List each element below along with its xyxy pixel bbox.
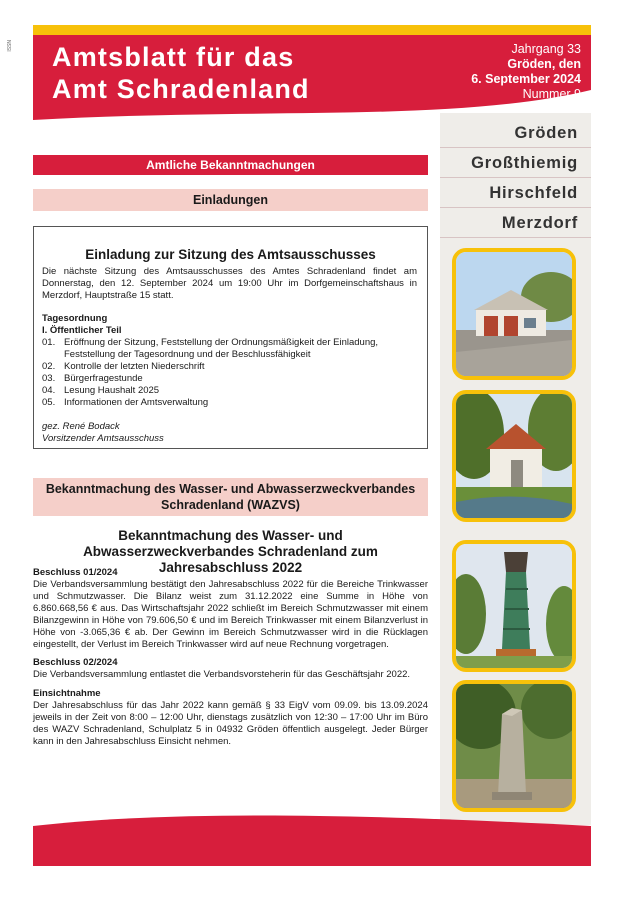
- beschluss-01: [33, 567, 428, 651]
- agenda-number: 01.: [42, 337, 56, 348]
- photo-fire-station: [452, 248, 576, 380]
- agenda-list: [42, 337, 417, 409]
- agenda-number: 03.: [42, 373, 56, 384]
- beschluss-01-heading: Beschluss 01/2024: [33, 567, 118, 578]
- invitation-box: [33, 226, 428, 449]
- header-yellow-stripe: [33, 25, 591, 35]
- einsichtnahme-heading: Einsichtnahme: [33, 688, 101, 699]
- agenda-item: [42, 337, 417, 361]
- agenda-number: 05.: [42, 397, 56, 408]
- section-wazvs: Bekanntmachung des Wasser- und Abwasserzweckverbandes Schradenland (WAZVS): [33, 478, 428, 516]
- agenda-item: [42, 385, 417, 397]
- beschluss-02-heading: Beschluss 02/2024: [33, 657, 118, 668]
- issn-label: ISSN: [7, 40, 13, 52]
- einsichtnahme-text: Der Jahresabschluss für das Jahr 2022 kann gemäß § 33 EigV vom 09.09. bis 13.09.2024 jeweils in der Zeit von 8:00 – 12:00 Uhr, dienstags zusätzlich von 12:30 – 17:00 Uhr im Büro des WAZV Schradenland, Schulplatz 5 in 04932 Gröden öffentlich ausgelegt. Jeder Bürger kann in den Jahresabschluss Einsicht nehmen.: [33, 700, 428, 747]
- agenda-text: Kontrolle der letzten Niederschrift: [64, 361, 205, 372]
- agenda-item: [42, 397, 417, 409]
- agenda-text: Bürgerfragestunde: [64, 373, 143, 384]
- agenda-text: Eröffnung der Sitzung, Feststellung der Ordnungsmäßigkeit der Einladung, Feststellung der Tagesordnung und der Beschlussfähigkeit: [64, 337, 379, 360]
- beschluss-01-text: Die Verbandsversammlung bestätigt den Jahresabschluss 2022 für die Bereiche Trinkwasser und Schmutzwasser. Die Bilanz weist zum 31.12.2022 eine Summe in Höhe von 6.860.668,56 € aus. Das Wirtschaftsjahr 2022 schließt im Bereich Schmutzwasser mit einem Bilanzgewinn in Höhe von 79.606,50 € und im Bereich Trinkwasser mit einem Bilanzverlust in Höhe von -3.065,36 € ab. Der Gewinn im Bereich Schmutzwasser wird in die Rücklagen eingestellt, der Verlust im Bereich Trinkwasser wird auf neue Rechnung vorgetragen.: [33, 579, 428, 650]
- section-einladungen: Einladungen: [33, 189, 428, 211]
- town-hirschfeld: Hirschfeld: [440, 178, 591, 208]
- beschluss-02-text: Die Verbandsversammlung entlastet die Verbandsvorsteherin für das Geschäftsjahr 2022.: [33, 669, 411, 680]
- invitation-intro: Die nächste Sitzung des Amtsausschusses des Amtes Schradenland findet am Donnerstag, den 12. September 2024 um 19:00 Uhr im Dorfgemeinschaftshaus in Merzdorf, Hauptstraße 15 statt.: [42, 266, 417, 301]
- photo-tower: [452, 540, 576, 672]
- agenda-number: 02.: [42, 361, 56, 372]
- agenda-text: Informationen der Amtsverwaltung: [64, 397, 209, 408]
- agenda-text: Lesung Haushalt 2025: [64, 385, 160, 396]
- agenda-heading: Tagesordnung: [42, 313, 108, 324]
- issue-number: Nummer 9: [522, 87, 581, 101]
- town-grossthiemig: Großthiemig: [440, 148, 591, 178]
- footer-banner: [33, 812, 591, 866]
- agenda-item: [42, 373, 417, 385]
- issue-volume: Jahrgang 33: [511, 42, 581, 56]
- issue-place: Gröden, den: [507, 57, 581, 71]
- public-part-heading: I. Öffentlicher Teil: [42, 325, 122, 336]
- signature-name: gez. René Bodack: [42, 421, 120, 432]
- agenda-item: [42, 361, 417, 373]
- einsichtnahme: [33, 688, 428, 748]
- invitation-title: Einladung zur Sitzung des Amtsausschusses: [85, 247, 376, 262]
- issue-info: [471, 42, 581, 102]
- town-groeden: Gröden: [440, 118, 591, 148]
- beschluss-02: [33, 657, 428, 681]
- town-merzdorf: Merzdorf: [440, 208, 591, 238]
- wazvs-article-title: Bekanntmachung des Wasser- und Abwasserzweckverbandes Schradenland zum Jahresabschluss 2022: [83, 528, 378, 575]
- signature-role: Vorsitzender Amtsausschuss: [42, 433, 164, 444]
- agenda-number: 04.: [42, 385, 56, 396]
- section-amtliche: Amtliche Bekanntmachungen: [33, 155, 428, 175]
- photo-chapel: [452, 390, 576, 522]
- issue-date: 6. September 2024: [471, 72, 581, 86]
- photo-monument: [452, 680, 576, 812]
- newspaper-title-line1: Amtsblatt für das: [52, 42, 295, 72]
- newspaper-title-line2: Amt Schradenland: [52, 74, 310, 104]
